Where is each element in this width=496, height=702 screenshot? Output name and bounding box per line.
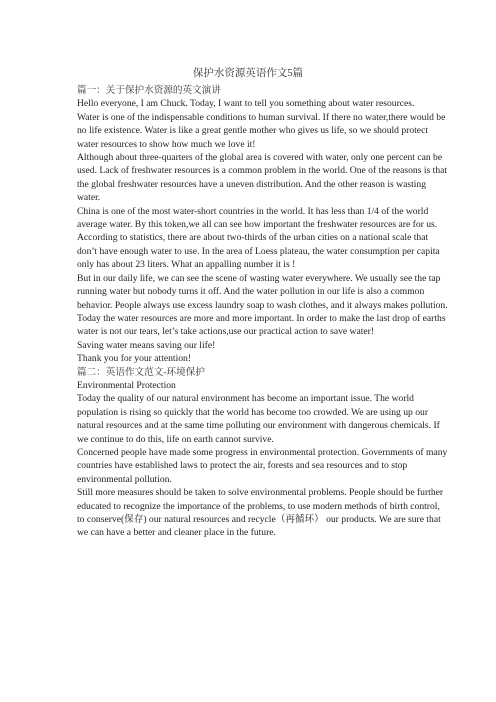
document-title: 保护水资源英语作文5篇 bbox=[192, 68, 304, 79]
section-1-paragraph: Thank you for your attention! bbox=[77, 353, 192, 365]
section-1-paragraph: Saving water means saving our life! bbox=[77, 339, 216, 351]
section-1-paragraph: Water is one of the indispensable conditions to human survival. If there no water,there would be no life existence. Water is like a great gentle mother who gives us life, so we should protect water resources to show how much we love it! bbox=[77, 111, 446, 150]
section-1-heading: 篇一：关于保护水资源的英文演讲 bbox=[77, 85, 221, 96]
section-2-paragraph: Concerned people have made some progress in environmental protection. Governments of many countries have established laws to protect the air, forests and sea resources and to stop environmental pollution. bbox=[77, 446, 448, 485]
section-1-paragraph: Although about three-quarters of the global area is covered with water, only one percent can be used. Lack of freshwater resources is a common problem in the world. One of the reasons is that the global freshwater resources have a uneven distribution. And the other reason is wasting water. bbox=[77, 152, 448, 204]
section-1-paragraph: Today the water resources are more and more important. In order to make the last drop of earths water is not our tears, let’s take actions,use our practical action to save water! bbox=[77, 312, 446, 338]
section-2-heading: 篇二：英语作文范文-环境保护 bbox=[77, 366, 205, 378]
section-2-paragraph: Today the quality of our natural environment has become an important issue. The world population is rising so quickly that the world has become too crowded. We are using up our natural resources and at the same time polluting our environment with dangerous chemicals. If we continue to do this, life on earth cannot survive. bbox=[77, 393, 440, 445]
section-1-paragraph: But in our daily life, we can see the scene of wasting water everywhere. We usually see the tap running water but nobody turns it off. And the water pollution in our life is also a common behavior. People always use excess laundry soap to wash clothes, and it always makes pollution. bbox=[77, 272, 448, 311]
section-2-paragraph: Still more measures should be taken to solve environmental problems. People should be further educated to recognize the importance of the problems, to use modern methods of birth control, to conserve(保存) our natural resources and recycle（再循环） our products. We are sure that we can have a better and cleaner place in the future. bbox=[77, 487, 444, 539]
section-1-paragraph: Hello everyone, I am Chuck. Today, I want to tell you something about water resources. bbox=[77, 98, 415, 110]
section-1-paragraph: China is one of the most water-short countries in the world. It has less than 1/4 of the world average water. By this token,we all can see how important the freshwater resources are for us. According to statistics, there are about two-thirds of the urban cities on a national scale that don’t have enough water to use. In the area of Loess plateau, the water consumption per capita only has about 23 liters. What an appalling number it is ! bbox=[77, 205, 440, 271]
document-body bbox=[77, 84, 449, 540]
section-2-subtitle: Environmental Protection bbox=[77, 379, 176, 391]
